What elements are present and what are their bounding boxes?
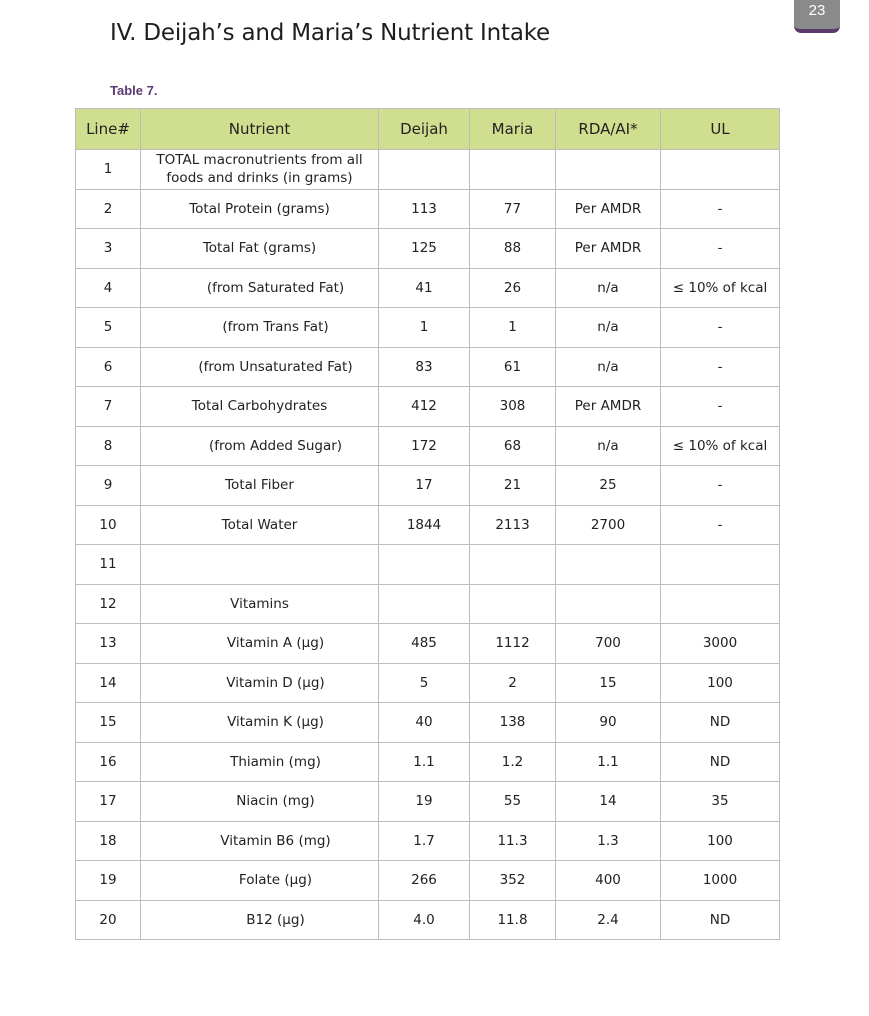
table-row xyxy=(76,861,780,901)
cell-nutrient: Total Water xyxy=(141,505,379,545)
cell-rda-ai: 25 xyxy=(556,466,661,506)
cell-line: 6 xyxy=(76,347,141,387)
cell-nutrient: Total Protein (grams) xyxy=(141,189,379,229)
cell-rda-ai: 2700 xyxy=(556,505,661,545)
cell-ul: ≤ 10% of kcal xyxy=(661,268,780,308)
cell-maria: 21 xyxy=(470,466,556,506)
cell-deijah: 83 xyxy=(379,347,470,387)
cell-ul: - xyxy=(661,189,780,229)
cell-deijah xyxy=(379,545,470,585)
cell-line: 11 xyxy=(76,545,141,585)
cell-deijah: 1.1 xyxy=(379,742,470,782)
cell-nutrient: Vitamin A (µg) xyxy=(141,624,379,664)
cell-maria: 2113 xyxy=(470,505,556,545)
cell-ul xyxy=(661,150,780,190)
cell-rda-ai: n/a xyxy=(556,268,661,308)
cell-ul xyxy=(661,584,780,624)
table-header-row xyxy=(76,109,780,150)
cell-nutrient: (from Unsaturated Fat) xyxy=(141,347,379,387)
cell-line: 20 xyxy=(76,900,141,940)
cell-deijah: 1 xyxy=(379,308,470,348)
table-row xyxy=(76,624,780,664)
cell-rda-ai: n/a xyxy=(556,426,661,466)
cell-rda-ai: 400 xyxy=(556,861,661,901)
cell-rda-ai: 14 xyxy=(556,782,661,822)
cell-rda-ai: n/a xyxy=(556,308,661,348)
cell-maria: 26 xyxy=(470,268,556,308)
cell-ul: 35 xyxy=(661,782,780,822)
cell-deijah xyxy=(379,150,470,190)
table-row xyxy=(76,347,780,387)
cell-rda-ai: 700 xyxy=(556,624,661,664)
cell-ul: 100 xyxy=(661,821,780,861)
cell-ul: ≤ 10% of kcal xyxy=(661,426,780,466)
header-line: Line# xyxy=(76,109,141,150)
cell-nutrient: (from Saturated Fat) xyxy=(141,268,379,308)
cell-line: 10 xyxy=(76,505,141,545)
table-row xyxy=(76,663,780,703)
cell-ul: 3000 xyxy=(661,624,780,664)
cell-nutrient: Thiamin (mg) xyxy=(141,742,379,782)
cell-line: 3 xyxy=(76,229,141,269)
section-title: IV. Deijah’s and Maria’s Nutrient Intake xyxy=(110,20,550,46)
page-number-badge: 23 xyxy=(794,0,840,33)
cell-deijah: 40 xyxy=(379,703,470,743)
header-ul: UL xyxy=(661,109,780,150)
cell-ul: ND xyxy=(661,900,780,940)
cell-nutrient xyxy=(141,545,379,585)
cell-nutrient: Vitamin K (µg) xyxy=(141,703,379,743)
cell-line: 18 xyxy=(76,821,141,861)
cell-line: 13 xyxy=(76,624,141,664)
cell-deijah: 412 xyxy=(379,387,470,427)
cell-ul: 100 xyxy=(661,663,780,703)
cell-rda-ai: 15 xyxy=(556,663,661,703)
cell-maria: 1 xyxy=(470,308,556,348)
cell-maria: 88 xyxy=(470,229,556,269)
cell-rda-ai: n/a xyxy=(556,347,661,387)
cell-ul: - xyxy=(661,505,780,545)
table-row xyxy=(76,426,780,466)
table-row xyxy=(76,821,780,861)
cell-line: 14 xyxy=(76,663,141,703)
cell-line: 8 xyxy=(76,426,141,466)
table-row xyxy=(76,308,780,348)
cell-nutrient: Vitamin D (µg) xyxy=(141,663,379,703)
cell-ul: - xyxy=(661,466,780,506)
header-deijah: Deijah xyxy=(379,109,470,150)
header-maria: Maria xyxy=(470,109,556,150)
cell-rda-ai xyxy=(556,150,661,190)
cell-maria xyxy=(470,545,556,585)
cell-deijah: 485 xyxy=(379,624,470,664)
cell-nutrient: Folate (µg) xyxy=(141,861,379,901)
cell-maria xyxy=(470,584,556,624)
cell-rda-ai xyxy=(556,584,661,624)
cell-rda-ai: 90 xyxy=(556,703,661,743)
cell-ul: ND xyxy=(661,742,780,782)
cell-deijah: 125 xyxy=(379,229,470,269)
table-row xyxy=(76,703,780,743)
cell-nutrient: (from Added Sugar) xyxy=(141,426,379,466)
cell-deijah: 172 xyxy=(379,426,470,466)
cell-ul: 1000 xyxy=(661,861,780,901)
header-rda-ai: RDA/AI* xyxy=(556,109,661,150)
table-row xyxy=(76,387,780,427)
cell-nutrient: Total Carbohydrates xyxy=(141,387,379,427)
cell-maria: 77 xyxy=(470,189,556,229)
cell-maria: 138 xyxy=(470,703,556,743)
cell-rda-ai: Per AMDR xyxy=(556,189,661,229)
cell-ul: ND xyxy=(661,703,780,743)
cell-nutrient: TOTAL macronutrients from all foods and drinks (in grams) xyxy=(141,150,379,190)
cell-ul xyxy=(661,545,780,585)
cell-maria: 2 xyxy=(470,663,556,703)
cell-maria: 11.3 xyxy=(470,821,556,861)
cell-maria: 1112 xyxy=(470,624,556,664)
table-row xyxy=(76,505,780,545)
cell-nutrient: B12 (µg) xyxy=(141,900,379,940)
cell-deijah: 113 xyxy=(379,189,470,229)
cell-deijah: 41 xyxy=(379,268,470,308)
cell-rda-ai: 2.4 xyxy=(556,900,661,940)
cell-line: 7 xyxy=(76,387,141,427)
cell-ul: - xyxy=(661,229,780,269)
cell-rda-ai: 1.3 xyxy=(556,821,661,861)
cell-nutrient: Total Fat (grams) xyxy=(141,229,379,269)
cell-maria: 308 xyxy=(470,387,556,427)
cell-deijah: 4.0 xyxy=(379,900,470,940)
cell-deijah: 1.7 xyxy=(379,821,470,861)
cell-nutrient: Vitamin B6 (mg) xyxy=(141,821,379,861)
cell-deijah: 5 xyxy=(379,663,470,703)
table-row xyxy=(76,466,780,506)
table-row xyxy=(76,782,780,822)
cell-line: 19 xyxy=(76,861,141,901)
cell-nutrient: (from Trans Fat) xyxy=(141,308,379,348)
header-nutrient: Nutrient xyxy=(141,109,379,150)
cell-ul: - xyxy=(661,387,780,427)
cell-line: 16 xyxy=(76,742,141,782)
cell-maria: 11.8 xyxy=(470,900,556,940)
table-row xyxy=(76,545,780,585)
table-caption: Table 7. xyxy=(110,83,158,98)
cell-maria xyxy=(470,150,556,190)
cell-rda-ai xyxy=(556,545,661,585)
table-row xyxy=(76,189,780,229)
table-body xyxy=(76,150,780,940)
cell-rda-ai: Per AMDR xyxy=(556,229,661,269)
table-row xyxy=(76,150,780,190)
cell-maria: 68 xyxy=(470,426,556,466)
table-row xyxy=(76,900,780,940)
cell-deijah: 17 xyxy=(379,466,470,506)
table-row xyxy=(76,229,780,269)
cell-ul: - xyxy=(661,308,780,348)
table-row xyxy=(76,584,780,624)
cell-deijah: 266 xyxy=(379,861,470,901)
cell-nutrient: Vitamins xyxy=(141,584,379,624)
cell-deijah xyxy=(379,584,470,624)
cell-nutrient: Total Fiber xyxy=(141,466,379,506)
cell-line: 12 xyxy=(76,584,141,624)
cell-line: 4 xyxy=(76,268,141,308)
cell-rda-ai: 1.1 xyxy=(556,742,661,782)
cell-maria: 55 xyxy=(470,782,556,822)
cell-line: 5 xyxy=(76,308,141,348)
cell-nutrient: Niacin (mg) xyxy=(141,782,379,822)
table-row xyxy=(76,268,780,308)
cell-maria: 1.2 xyxy=(470,742,556,782)
nutrient-intake-table xyxy=(75,108,780,940)
cell-line: 17 xyxy=(76,782,141,822)
cell-line: 15 xyxy=(76,703,141,743)
cell-deijah: 19 xyxy=(379,782,470,822)
cell-ul: - xyxy=(661,347,780,387)
table-row xyxy=(76,742,780,782)
cell-maria: 61 xyxy=(470,347,556,387)
cell-maria: 352 xyxy=(470,861,556,901)
cell-line: 1 xyxy=(76,150,141,190)
cell-deijah: 1844 xyxy=(379,505,470,545)
cell-line: 2 xyxy=(76,189,141,229)
cell-line: 9 xyxy=(76,466,141,506)
cell-rda-ai: Per AMDR xyxy=(556,387,661,427)
